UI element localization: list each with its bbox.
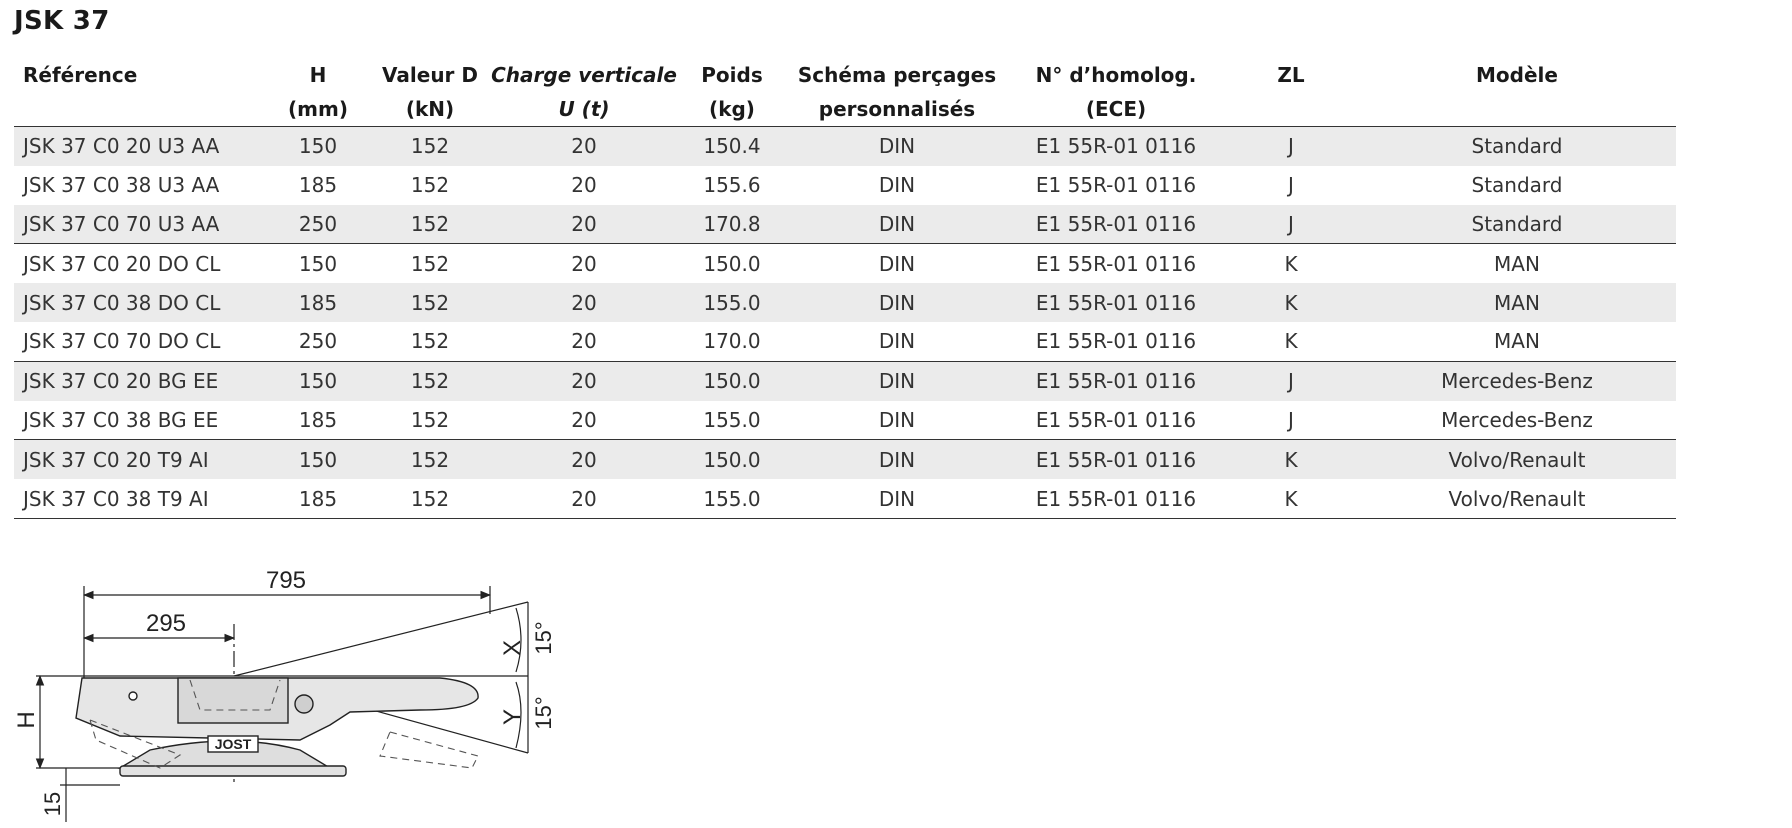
angle-label-bottom: 15° <box>531 696 556 730</box>
bearing-block <box>178 678 288 723</box>
tilt-line-up <box>234 602 528 676</box>
cell-schema: DIN <box>786 283 1008 322</box>
cell-valeur-d: 152 <box>370 401 490 440</box>
cell-modele: MAN <box>1358 322 1676 361</box>
cell-zl: J <box>1224 401 1358 440</box>
cell-zl: J <box>1224 361 1358 400</box>
cell-schema: DIN <box>786 127 1008 166</box>
table-row <box>14 322 1676 361</box>
cell-reference: JSK 37 C0 70 DO CL <box>14 322 266 361</box>
dimension-label-15: 15 <box>40 791 65 817</box>
cell-poids: 150.0 <box>703 251 761 276</box>
cell-homologation: E1 55R-01 0116 <box>1008 361 1224 400</box>
cell-modele: Volvo/Renault <box>1358 440 1676 479</box>
cell-schema: DIN <box>786 401 1008 440</box>
cell-valeur-d: 152 <box>370 283 490 322</box>
cell-charge: 20 <box>490 205 678 244</box>
col-header-poids: Poids (kg) <box>701 63 763 121</box>
dimension-label-295: 295 <box>145 610 187 637</box>
cell-homologation: E1 55R-01 0116 <box>1008 479 1224 518</box>
cell-poids: 170.0 <box>678 322 786 361</box>
cell-h: 150 <box>266 361 370 400</box>
dimension-label-795: 795 <box>265 567 307 594</box>
cell-schema: DIN <box>786 322 1008 361</box>
cell-valeur-d: 152 <box>410 173 450 198</box>
cell-valeur-d: 152 <box>370 322 490 361</box>
cell-charge: 20 <box>490 401 678 440</box>
cell-poids: 150.0 <box>678 440 786 479</box>
cell-modele: Standard <box>1358 127 1676 166</box>
cell-modele: MAN <box>1358 283 1676 322</box>
cell-zl: K <box>1224 283 1358 322</box>
col-header-h: H (mm) <box>288 63 348 121</box>
cell-homologation: E1 55R-01 0116 <box>1008 440 1224 479</box>
cell-homologation: E1 55R-01 0116 <box>1008 283 1224 322</box>
cell-charge: 20 <box>490 283 678 322</box>
cell-h: 250 <box>266 322 370 361</box>
cell-zl: J <box>1288 173 1294 198</box>
cell-valeur-d: 152 <box>370 440 490 479</box>
cell-homologation: E1 55R-01 0116 <box>1008 322 1224 361</box>
cell-valeur-d: 152 <box>410 251 450 276</box>
mounting-base <box>120 766 346 776</box>
label-y: Y <box>499 708 526 726</box>
col-header-schema-percages: Schéma perçages personnalisés <box>797 63 997 121</box>
cell-reference: JSK 37 C0 20 DO CL <box>23 251 221 276</box>
table-row <box>14 205 1676 244</box>
cell-zl: J <box>1224 127 1358 166</box>
cell-h: 250 <box>266 205 370 244</box>
cell-zl: K <box>1224 322 1358 361</box>
cell-homologation: E1 55R-01 0116 <box>1008 401 1224 440</box>
cell-valeur-d: 152 <box>370 361 490 400</box>
cell-h: 185 <box>266 401 370 440</box>
label-x: X <box>499 639 526 657</box>
page-title: JSK 37 <box>14 6 110 36</box>
col-header-modele: Modèle <box>1476 63 1558 87</box>
cell-h: 185 <box>266 283 370 322</box>
cell-valeur-d: 152 <box>370 127 490 166</box>
table-row <box>14 401 1676 440</box>
table-row <box>14 166 1676 205</box>
cell-zl: K <box>1224 479 1358 518</box>
cell-homologation: E1 55R-01 0116 <box>1008 205 1224 244</box>
grease-nipple <box>129 692 137 700</box>
cell-reference: JSK 37 C0 70 U3 AA <box>14 205 266 244</box>
col-header-reference: Référence <box>23 63 138 87</box>
angle-label-top: 15° <box>531 621 556 655</box>
cell-poids: 155.0 <box>678 479 786 518</box>
cell-valeur-d: 152 <box>370 479 490 518</box>
cell-charge: 20 <box>490 361 678 400</box>
col-header-zl: ZL <box>1277 63 1305 87</box>
col-header-charge-verticale: Charge verticale U (t) <box>491 63 677 121</box>
table-row <box>14 244 1676 283</box>
cell-valeur-d: 152 <box>370 205 490 244</box>
cell-charge: 20 <box>571 173 597 198</box>
table-row <box>14 283 1676 322</box>
cell-modele: Standard <box>1471 173 1563 198</box>
cell-reference: JSK 37 C0 38 T9 AI <box>14 479 266 518</box>
cell-reference: JSK 37 C0 20 T9 AI <box>14 440 266 479</box>
cell-poids: 155.6 <box>703 173 761 198</box>
cell-poids: 150.4 <box>678 127 786 166</box>
cell-charge: 20 <box>490 127 678 166</box>
cell-schema: DIN <box>878 173 916 198</box>
table-row <box>14 479 1676 518</box>
cell-zl: J <box>1224 205 1358 244</box>
col-header-homologation: N° d’homolog. (ECE) <box>1035 63 1197 121</box>
cell-reference: JSK 37 C0 38 DO CL <box>14 283 266 322</box>
cell-charge: 20 <box>490 322 678 361</box>
cell-poids: 155.0 <box>678 283 786 322</box>
cell-homologation: E1 55R-01 0116 <box>1035 173 1197 198</box>
cell-h: 150 <box>266 440 370 479</box>
table-row <box>14 127 1676 166</box>
fifth-wheel-drawing <box>0 560 580 828</box>
table-row <box>14 361 1676 400</box>
cell-reference: JSK 37 C0 20 BG EE <box>14 361 266 400</box>
locking-bolt <box>295 695 313 713</box>
cell-poids: 155.0 <box>678 401 786 440</box>
cell-poids: 170.8 <box>678 205 786 244</box>
cell-homologation: E1 55R-01 0116 <box>1008 127 1224 166</box>
cell-modele: MAN <box>1494 251 1540 276</box>
cell-modele: Mercedes-Benz <box>1358 361 1676 400</box>
jost-logo: JOST <box>214 736 252 752</box>
cell-reference: JSK 37 C0 20 U3 AA <box>14 127 266 166</box>
cell-schema: DIN <box>878 251 916 276</box>
cell-charge: 20 <box>490 440 678 479</box>
cell-homologation: E1 55R-01 0116 <box>1035 251 1197 276</box>
col-header-valeur-d: Valeur D (kN) <box>382 63 478 121</box>
tilted-plate-outline-right <box>380 732 478 768</box>
cell-reference: JSK 37 C0 38 U3 AA <box>23 173 220 198</box>
cell-h: 150 <box>298 251 338 276</box>
cell-h: 185 <box>298 173 338 198</box>
cell-h: 150 <box>266 127 370 166</box>
cell-charge: 20 <box>571 251 597 276</box>
cell-h: 185 <box>266 479 370 518</box>
cell-modele: Standard <box>1358 205 1676 244</box>
product-table <box>14 58 1676 519</box>
cell-poids: 150.0 <box>678 361 786 400</box>
cell-modele: Volvo/Renault <box>1358 479 1676 518</box>
cell-reference: JSK 37 C0 38 BG EE <box>14 401 266 440</box>
cell-schema: DIN <box>786 361 1008 400</box>
cell-schema: DIN <box>786 440 1008 479</box>
cell-zl: K <box>1284 251 1298 276</box>
cell-schema: DIN <box>786 205 1008 244</box>
table-header-row <box>14 58 1676 127</box>
cell-zl: K <box>1224 440 1358 479</box>
cell-modele: Mercedes-Benz <box>1358 401 1676 440</box>
cell-schema: DIN <box>786 479 1008 518</box>
label-h: H <box>13 711 40 729</box>
cell-charge: 20 <box>490 479 678 518</box>
table-row <box>14 440 1676 479</box>
